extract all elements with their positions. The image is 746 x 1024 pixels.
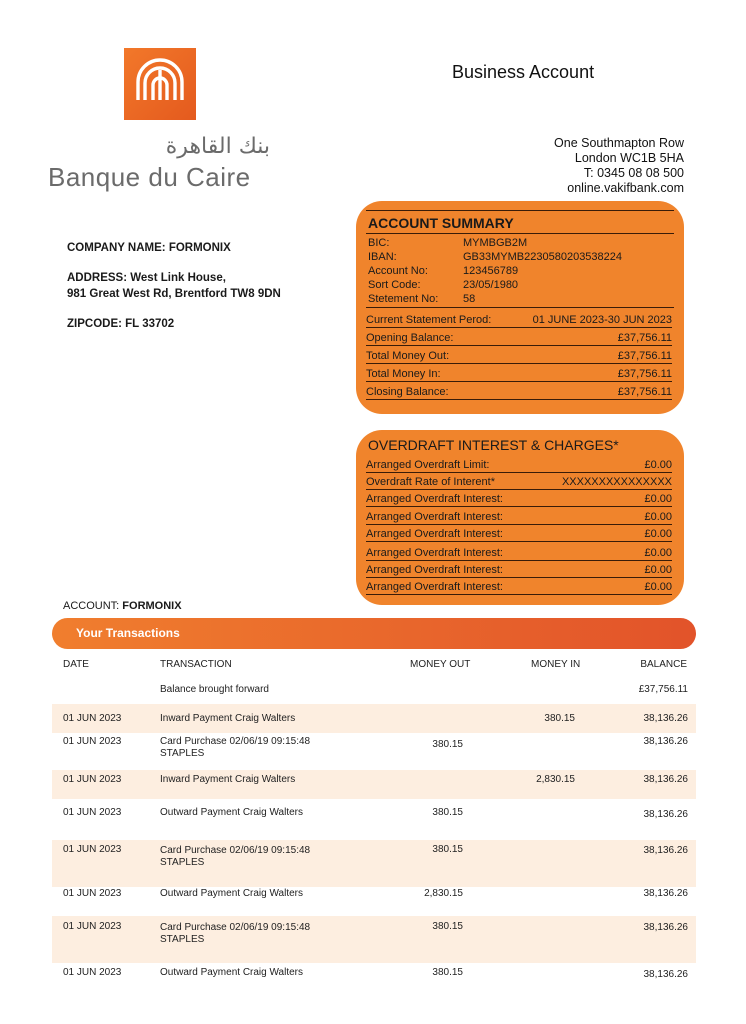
summary-row (366, 328, 672, 346)
transaction-balance: 38,136.26 (643, 922, 688, 933)
transaction-balance: 38,136.26 (643, 888, 688, 899)
transaction-date: 01 JUN 2023 (63, 844, 122, 855)
summary-row (366, 382, 672, 400)
bic-value: MYMBGB2M (463, 237, 528, 249)
overdraft-row (366, 455, 672, 473)
overdraft-row-value: £0.00 (644, 547, 672, 559)
summary-row-value: £37,756.11 (617, 332, 672, 344)
statement-no-value: 58 (463, 293, 476, 305)
transaction-description: Card Purchase 02/06/19 09:15:48 (160, 736, 311, 747)
sort-code-label: Sort Code: (368, 279, 421, 291)
company-name: FORMONIX (168, 242, 231, 254)
transaction-balance: 38,136.26 (643, 774, 688, 785)
overdraft-row-value: £0.00 (644, 493, 672, 505)
transaction-money-out: 380.15 (432, 844, 463, 855)
column-header-date: DATE (63, 659, 89, 670)
transaction-balance: 38,136.26 (643, 736, 688, 747)
transaction-date: 01 JUN 2023 (63, 888, 122, 899)
account-summary-panel (356, 201, 684, 414)
overdraft-row-label: Arranged Overdraft Interest: (366, 511, 503, 523)
summary-row (366, 310, 672, 328)
overdraft-row-value: £0.00 (644, 528, 672, 540)
row-band (52, 916, 696, 963)
zip-label: ZIPCODE: (67, 318, 122, 330)
overdraft-row (366, 577, 672, 595)
transaction-description: Inward Payment Craig Walters (160, 713, 296, 724)
summary-row-label: Total Money Out: (366, 350, 450, 362)
bank-logo-mark (124, 48, 196, 120)
transaction-money-out: 380.15 (432, 739, 463, 750)
overdraft-row-label: Overdraft Rate of Interent* (366, 476, 496, 488)
account-label: ACCOUNT: (63, 600, 120, 612)
transaction-description: Outward Payment Craig Walters (160, 888, 304, 899)
account-summary-title: ACCOUNT SUMMARY (368, 215, 514, 231)
summary-row-value: £37,756.11 (617, 350, 672, 362)
transactions-title: Your Transactions (76, 626, 180, 640)
overdraft-row-value: £0.00 (644, 581, 672, 593)
transaction-merchant: STAPLES (160, 748, 205, 759)
transaction-date: 01 JUN 2023 (63, 774, 122, 785)
iban-label: IBAN: (368, 251, 397, 263)
bank-address (554, 136, 684, 196)
address-label: ADDRESS: (67, 272, 128, 284)
account-no-label: Account No: (368, 265, 428, 277)
summary-row-value: £37,756.11 (617, 386, 672, 398)
overdraft-row-label: Arranged Overdraft Interest: (366, 581, 503, 593)
transaction-money-in: 2,830.15 (536, 774, 575, 785)
transaction-date: 01 JUN 2023 (63, 713, 122, 724)
transaction-description: Outward Payment Craig Walters (160, 967, 304, 978)
bank-address-line: One Southmapton Row (554, 136, 684, 150)
iban-value: GB33MYMB2230580203538224 (463, 251, 623, 263)
bank-phone: T: 0345 08 08 500 (583, 166, 684, 180)
overdraft-row (366, 507, 672, 525)
overdraft-row (366, 560, 672, 578)
summary-row-label: Total Money In: (366, 368, 441, 380)
company-info (67, 240, 281, 332)
overdraft-row (366, 489, 672, 507)
summary-row (366, 346, 672, 364)
arches-icon (124, 48, 196, 120)
bank-website[interactable]: online.vakifbank.com (567, 181, 684, 195)
overdraft-row-value: XXXXXXXXXXXXXXX (561, 476, 672, 488)
bank-address-line: London WC1B 5HA (574, 151, 684, 165)
transaction-description: Card Purchase 02/06/19 09:15:48 (160, 922, 311, 933)
overdraft-panel (356, 430, 684, 605)
transaction-description: Card Purchase 02/06/19 09:15:48 (160, 845, 311, 856)
transaction-money-out: 380.15 (432, 967, 463, 978)
transaction-money-out: 380.15 (432, 921, 463, 932)
bank-name-latin: Banque du Caire (48, 162, 251, 192)
company-name-label: COMPANY NAME: (67, 242, 166, 254)
summary-row-value: 01 JUNE 2023-30 JUN 2023 (532, 314, 672, 326)
overdraft-row-label: Arranged Overdraft Interest: (366, 528, 503, 540)
overdraft-row-value: £0.00 (644, 511, 672, 523)
summary-row-label: Current Statement Perod: (366, 314, 492, 326)
transaction-money-out: 380.15 (432, 807, 463, 818)
zip-code: FL 33702 (125, 318, 175, 330)
statement-no-label: Stetement No: (368, 293, 439, 305)
column-header-transaction: TRANSACTION (160, 659, 232, 670)
bank-name-arabic: بنك القاهرة (165, 134, 270, 159)
overdraft-row-label: Arranged Overdraft Interest: (366, 493, 503, 505)
transaction-description: Inward Payment Craig Walters (160, 774, 296, 785)
overdraft-row (366, 472, 672, 490)
row-band (52, 770, 696, 799)
column-header-money-out: MONEY OUT (410, 659, 471, 670)
document-title: Business Account (452, 62, 595, 82)
transaction-money-in: 380.15 (544, 713, 575, 724)
column-header-balance: BALANCE (640, 659, 687, 670)
transaction-balance: 38,136.26 (643, 713, 688, 724)
overdraft-row-label: Arranged Overdraft Interest: (366, 547, 503, 559)
transaction-date: 01 JUN 2023 (63, 807, 122, 818)
row-band (52, 704, 696, 733)
transaction-date: 01 JUN 2023 (63, 967, 122, 978)
overdraft-title: OVERDRAFT INTEREST & CHARGES* (368, 437, 619, 453)
account-name: FORMONIX (122, 600, 182, 612)
summary-row (366, 364, 672, 382)
row-band (52, 840, 696, 887)
summary-row-value: £37,756.11 (617, 368, 672, 380)
sort-code-value: 23/05/1980 (463, 279, 519, 291)
transaction-date: 01 JUN 2023 (63, 921, 122, 932)
transaction-balance: 38,136.26 (643, 845, 688, 856)
transaction-merchant: STAPLES (160, 857, 205, 868)
transaction-description: Balance brought forward (160, 684, 269, 695)
bic-label: BIC: (368, 237, 390, 249)
account-no-value: 123456789 (463, 265, 519, 277)
transaction-money-out: 2,830.15 (424, 888, 463, 899)
transaction-balance: £37,756.11 (638, 684, 688, 695)
transaction-description: Outward Payment Craig Walters (160, 807, 304, 818)
transaction-balance: 38,136.26 (643, 809, 688, 820)
account-line (63, 600, 182, 612)
divider (366, 210, 674, 211)
transactions-header-bar (52, 618, 696, 649)
transaction-merchant: STAPLES (160, 934, 205, 945)
summary-row-label: Closing Balance: (366, 386, 449, 398)
column-header-money-in: MONEY IN (531, 659, 581, 670)
address-line-2: 981 Great West Rd, Brentford TW8 9DN (67, 288, 281, 300)
overdraft-row-label: Arranged Overdraft Interest: (366, 564, 503, 576)
divider (366, 233, 674, 234)
overdraft-row-value: £0.00 (644, 564, 672, 576)
overdraft-row (366, 524, 672, 542)
overdraft-row-label: Arranged Overdraft Limit: (366, 459, 490, 471)
overdraft-row (366, 543, 672, 561)
address-line-1: West Link House, (130, 272, 226, 284)
transaction-balance: 38,136.26 (643, 969, 688, 980)
transaction-date: 01 JUN 2023 (63, 736, 122, 747)
divider (366, 307, 674, 308)
overdraft-row-value: £0.00 (644, 459, 672, 471)
summary-row-label: Opening Balance: (366, 332, 454, 344)
